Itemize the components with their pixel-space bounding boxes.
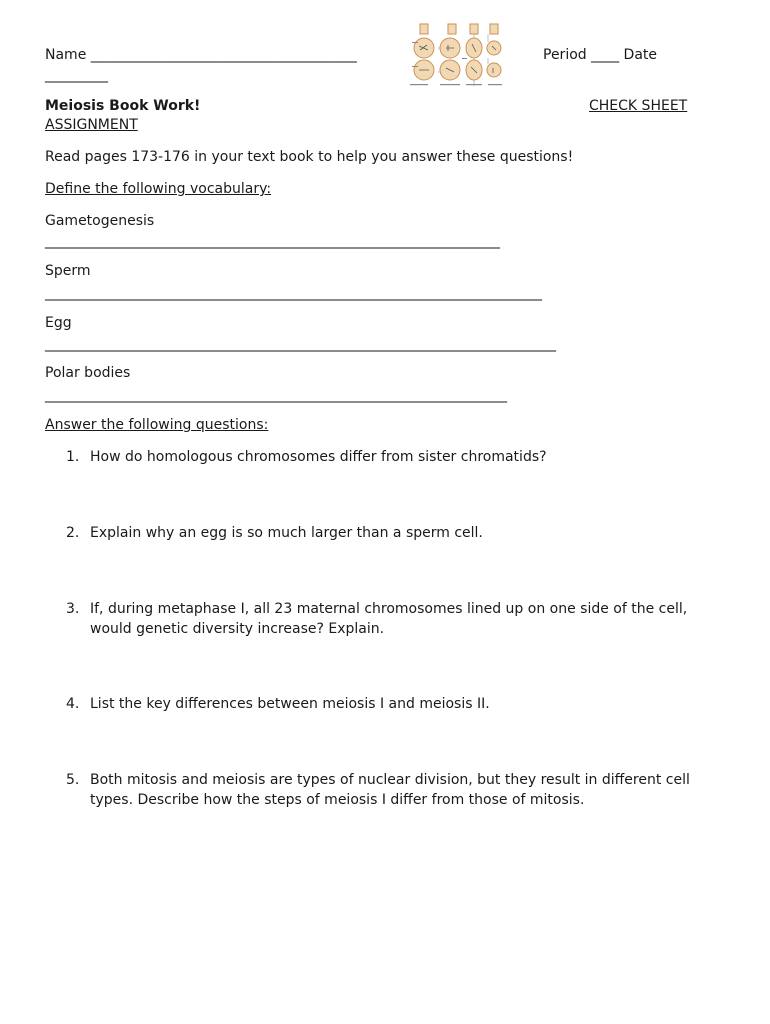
vocab-heading: Define the following vocabulary: [45, 181, 272, 197]
question-number: 4. [66, 696, 80, 712]
assignment-label: ASSIGNMENT [45, 117, 138, 133]
meiosis-diagram-icon [408, 20, 504, 92]
vocab-term: Egg [45, 315, 72, 331]
question-number: 1. [66, 449, 80, 465]
question-number: 5. [66, 772, 80, 788]
name-field-continuation: _________ [45, 67, 108, 83]
vocab-answer-line[interactable]: _________________________________________________________________________ [45, 336, 556, 352]
vocab-answer-line[interactable]: _______________________________________________________________________ [45, 285, 542, 301]
question-number: 3. [66, 601, 80, 617]
instructions-text: Read pages 173-176 in your text book to help you answer these questions! [45, 149, 574, 165]
vocab-term: Gametogenesis [45, 213, 155, 229]
period-date-label: Period ____ Date [543, 47, 658, 63]
question-text: How do homologous chromosomes differ from sister chromatids? [90, 449, 547, 465]
check-sheet-label: CHECK SHEET [589, 98, 688, 114]
question-text: Both mitosis and meiosis are types of nuclear division, but they result in different cell types. Describe how the steps of meiosis I differ from those of mitosis. [90, 772, 690, 808]
question-number: 2. [66, 525, 80, 541]
question-text: List the key differences between meiosis I and meiosis II. [90, 696, 490, 712]
question-text: If, during metaphase I, all 23 maternal chromosomes lined up on one side of the cell, would genetic diversity increase? Explain. [90, 601, 688, 637]
question-text: Explain why an egg is so much larger than a sperm cell. [90, 525, 483, 541]
worksheet-title: Meiosis Book Work! [45, 98, 201, 114]
vocab-answer-line[interactable]: _________________________________________________________________ [45, 233, 500, 249]
vocab-term: Sperm [45, 263, 91, 279]
name-field-label: Name ______________________________________ [45, 47, 357, 63]
questions-heading: Answer the following questions: [45, 417, 269, 433]
vocab-answer-line[interactable]: __________________________________________________________________ [45, 387, 507, 403]
vocab-term: Polar bodies [45, 365, 131, 381]
